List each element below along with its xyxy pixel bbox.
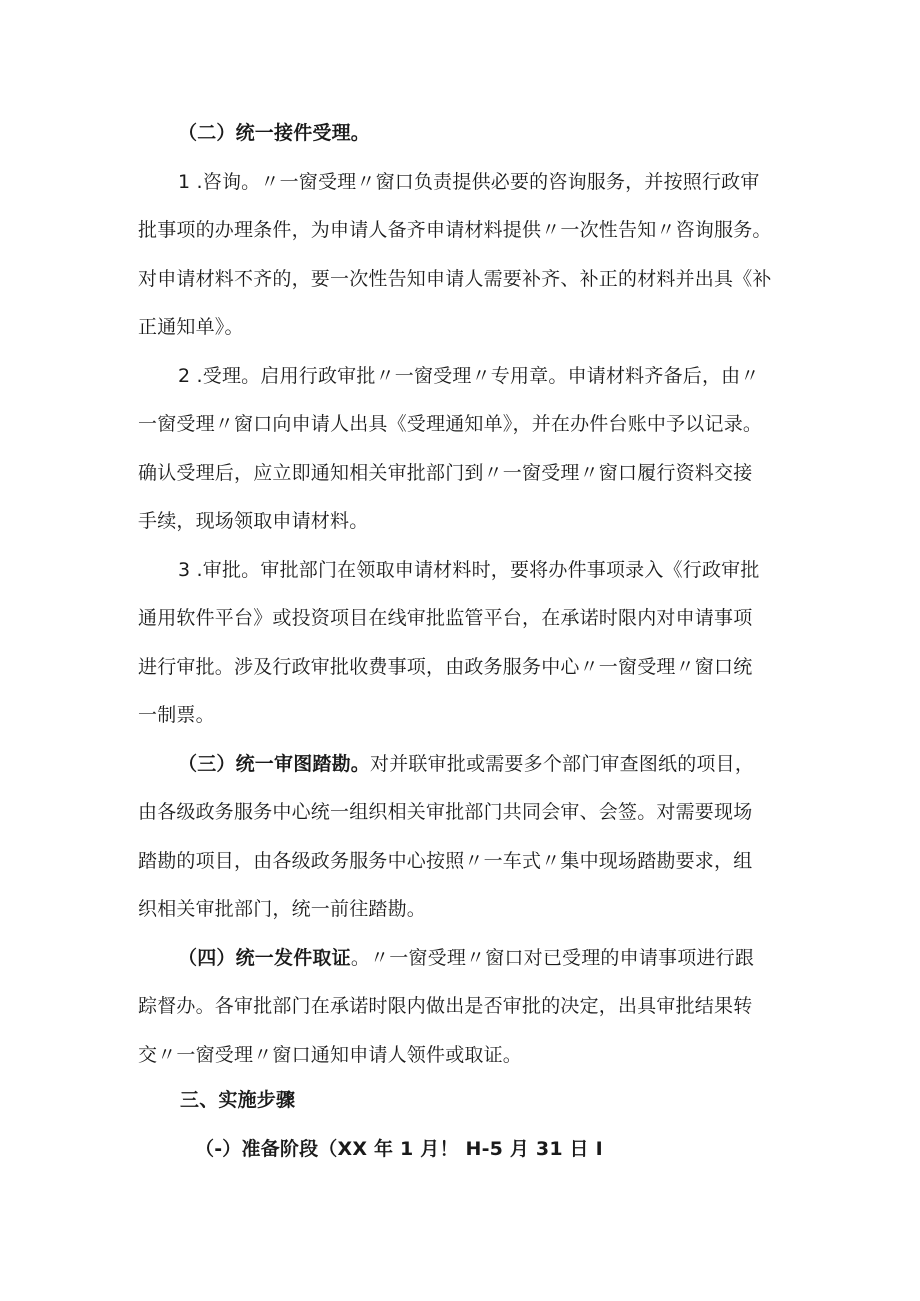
paragraph-1-line-3: 对申请材料不齐的，要一次性告知申请人需要补齐、补正的材料并出具《补 (138, 268, 772, 290)
paragraph-4-line-2: 由各级政务服务中心统一组织相关审批部门共同会审、会签。对需要现场 (138, 801, 753, 823)
section-heading-2: （二）统一接件受理。 (178, 122, 371, 144)
paragraph-2-line-1: 2 .受理。启用行政审批〃一窗受理〃专用章。申请材料齐备后，由〃 (178, 365, 760, 387)
paragraph-4-line-4: 织相关审批部门，统一前往踏勘。 (138, 898, 427, 920)
section-heading-implementation: 三、实施步骤 (180, 1089, 296, 1111)
paragraph-2-line-3: 确认受理后，应立即通知相关审批部门到〃一窗受理〃窗口履行资料交接 (138, 462, 753, 484)
paragraph-3-line-1: 3 .审批。审批部门在领取申请材料时，要将办件事项录入《行政审批 (178, 559, 760, 581)
paragraph-1-line-1: 1 .咨询。〃一窗受理〃窗口负责提供必要的咨询服务，并按照行政审 (178, 171, 760, 193)
paragraph-4-line-3: 踏勘的项目，由各级政务服务中心按照〃一车式〃集中现场踏勘要求，组 (138, 850, 753, 872)
sub-heading-preparation: （-）准备阶段（XX 年 1 月！ H-5 月 31 日 I (195, 1138, 603, 1160)
section-heading-3: （三）统一审图踏勘。 (178, 753, 371, 775)
paragraph-2-line-2: 一窗受理〃窗口向申请人出具《受理通知单》，并在办件台账中予以记录。 (138, 413, 763, 435)
paragraph-4-first-text: 对并联审批或需要多个部门审查图纸的项目， (370, 753, 755, 775)
section-heading-4: （四）统一发件取证 (178, 947, 351, 969)
paragraph-3-line-3: 进行审批。涉及行政审批收费事项，由政务服务中心〃一窗受理〃窗口统 (138, 656, 753, 678)
paragraph-5-first-text: 。〃一窗受理〃窗口对已受理的申请事项进行跟 (350, 947, 755, 969)
paragraph-1-line-2: 批事项的办理条件，为申请人备齐申请材料提供〃一次性告知〃咨询服务。 (138, 219, 772, 241)
paragraph-3-line-4: 一制票。 (138, 704, 215, 726)
paragraph-5-line-1 (178, 945, 754, 971)
paragraph-5-line-3: 交〃一窗受理〃窗口通知申请人领件或取证。 (138, 1044, 523, 1066)
paragraph-2-line-4: 手续，现场领取申请材料。 (138, 510, 369, 532)
paragraph-4-line-1 (178, 751, 754, 777)
paragraph-1-line-4: 正通知单》。 (138, 316, 244, 338)
paragraph-3-line-2: 通用软件平台》或投资项目在线审批监管平台，在承诺时限内对申请事项 (138, 607, 753, 629)
paragraph-5-line-2: 踪督办。各审批部门在承诺时限内做出是否审批的决定，出具审批结果转 (138, 995, 753, 1017)
